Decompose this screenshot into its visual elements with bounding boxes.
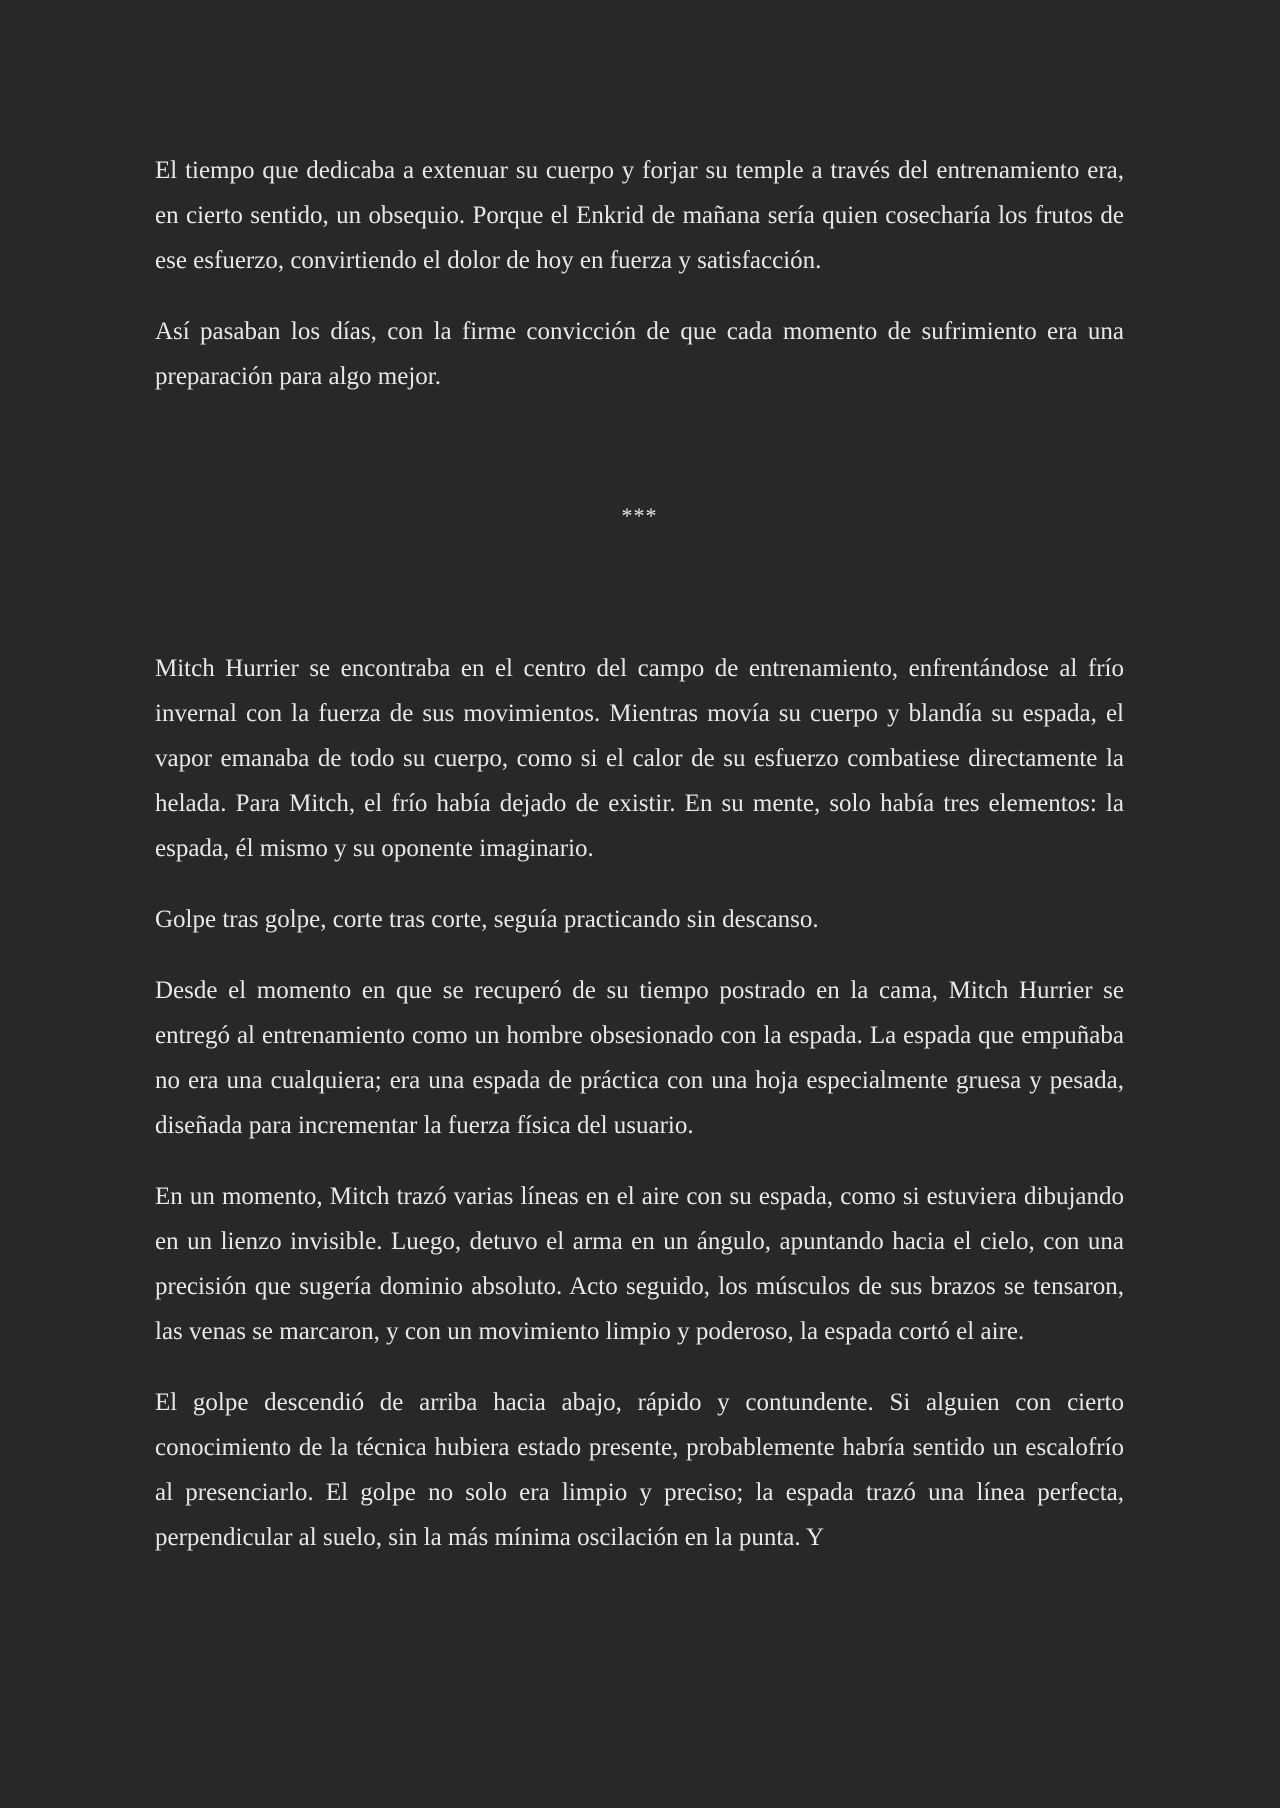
paragraph: Golpe tras golpe, corte tras corte, seguía practicando sin descanso. bbox=[155, 906, 819, 933]
paragraph: El tiempo que dedicaba a extenuar su cuerpo y forjar su temple a través del entrenamiento era, en cierto sentido, un obsequio. Porque el Enkrid de mañana sería quien cosecharía los frutos de ese esfuerzo, convirtiendo el dolor de hoy en fuerza y satisfacción. bbox=[155, 157, 1124, 274]
paragraph: Así pasaban los días, con la firme convicción de que cada momento de sufrimiento era una preparación para algo mejor. bbox=[155, 318, 1124, 390]
paragraph: El golpe descendió de arriba hacia abajo, rápido y contundente. Si alguien con cierto conocimiento de la técnica hubiera estado presente, probablemente habría sentido un escalofrío al presenciarlo. El golpe no solo era limpio y preciso; la espada trazó una línea perfecta, perpendicular al suelo, sin la más mínima oscilación en la punta. Y bbox=[155, 1389, 1124, 1551]
paragraph: En un momento, Mitch trazó varias líneas en el aire con su espada, como si estuviera dibujando en un lienzo invisible. Luego, detuvo el arma en un ángulo, apuntando hacia el cielo, con una precisión que sugería dominio absoluto. Acto seguido, los músculos de sus brazos se tensaron, las venas se marcaron, y con un movimiento limpio y poderoso, la espada cortó el aire. bbox=[155, 1183, 1124, 1345]
paragraph: Desde el momento en que se recuperó de su tiempo postrado en la cama, Mitch Hurrier se entregó al entrenamiento como un hombre obsesionado con la espada. La espada que empuñaba no era una cualquiera; era una espada de práctica con una hoja especialmente gruesa y pesada, diseñada para incrementar la fuerza física del usuario. bbox=[155, 977, 1124, 1139]
paragraph: Mitch Hurrier se encontraba en el centro del campo de entrenamiento, enfrentándose al frío invernal con la fuerza de sus movimientos. Mientras movía su cuerpo y blandía su espada, el vapor emanaba de todo su cuerpo, como si el calor de su esfuerzo combatiese directamente la helada. Para Mitch, el frío había dejado de existir. En su mente, solo había tres elementos: la espada, él mismo y su oponente imaginario. bbox=[155, 655, 1124, 862]
scene-separator: *** bbox=[621, 503, 658, 528]
